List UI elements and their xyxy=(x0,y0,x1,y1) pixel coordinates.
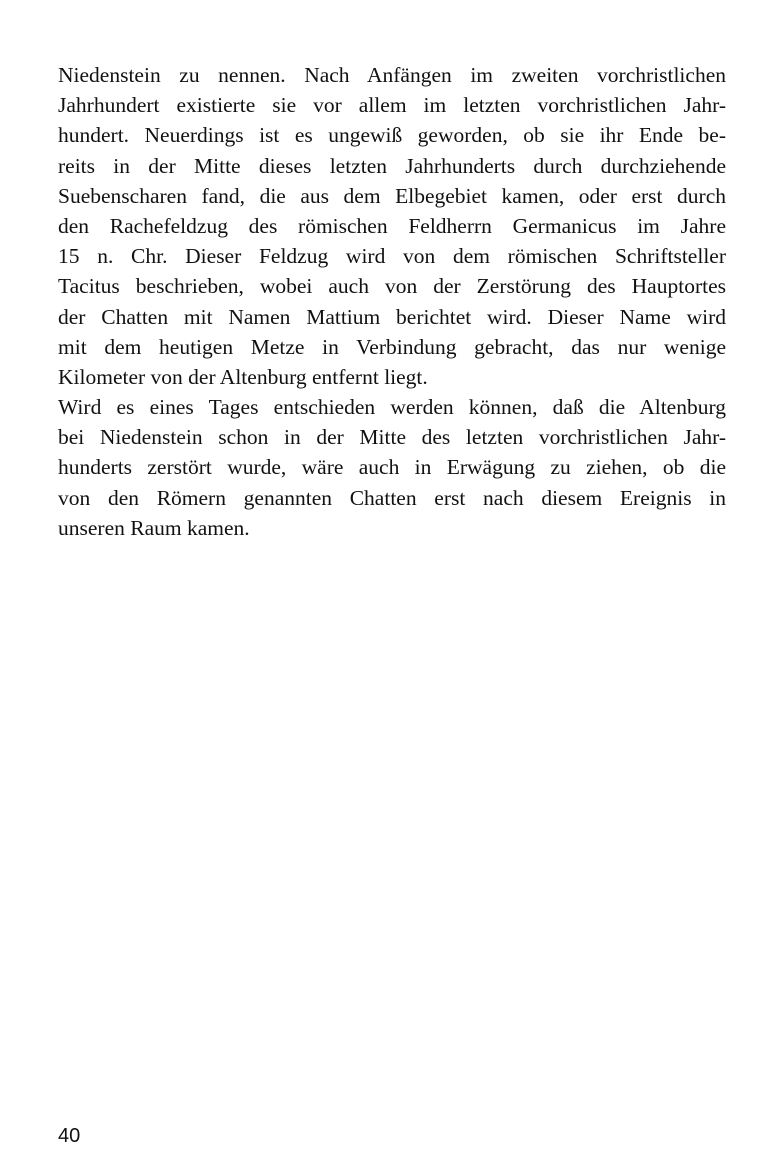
text-line: von den Römern genannten Chatten erst nach diesem Ereignis in xyxy=(58,485,726,510)
text-line: Tacitus beschrieben, wobei auch von der Zerstörung des Hauptortes xyxy=(58,274,726,299)
body-text xyxy=(58,60,726,543)
page-number: 40 xyxy=(58,1125,81,1147)
text-line: mit dem heutigen Metze in Verbindung gebracht, das nur wenige xyxy=(58,334,726,359)
text-line: hundert. Neuerdings ist es ungewiß geworden, ob sie ihr Ende be- xyxy=(58,123,726,148)
text-line: Kilometer von der Altenburg entfernt liegt. xyxy=(58,364,428,389)
paragraph xyxy=(58,60,726,392)
text-line: reits in der Mitte dieses letzten Jahrhunderts durch durchziehende xyxy=(58,153,726,178)
text-line: Niedenstein zu nennen. Nach Anfängen im zweiten vorchristlichen xyxy=(58,63,726,87)
text-line: Jahrhundert existierte sie vor allem im letzten vorchristlichen Jahr- xyxy=(58,93,726,118)
text-line: 15 n. Chr. Dieser Feldzug wird von dem römischen Schriftsteller xyxy=(58,244,726,269)
text-line: Suebenscharen fand, die aus dem Elbegebiet kamen, oder erst durch xyxy=(58,183,726,208)
text-line: unseren Raum kamen. xyxy=(58,515,250,540)
text-line: der Chatten mit Namen Mattium berichtet wird. Dieser Name wird xyxy=(58,304,726,329)
text-line: den Rachefeldzug des römischen Feldherrn Germanicus im Jahre xyxy=(58,213,726,238)
text-line: bei Niedenstein schon in der Mitte des letzten vorchristlichen Jahr- xyxy=(58,425,726,450)
text-line: hunderts zerstört wurde, wäre auch in Erwägung zu ziehen, ob die xyxy=(58,455,726,480)
paragraph xyxy=(58,392,726,543)
text-line: Wird es eines Tages entschieden werden können, daß die Altenburg xyxy=(58,395,726,420)
